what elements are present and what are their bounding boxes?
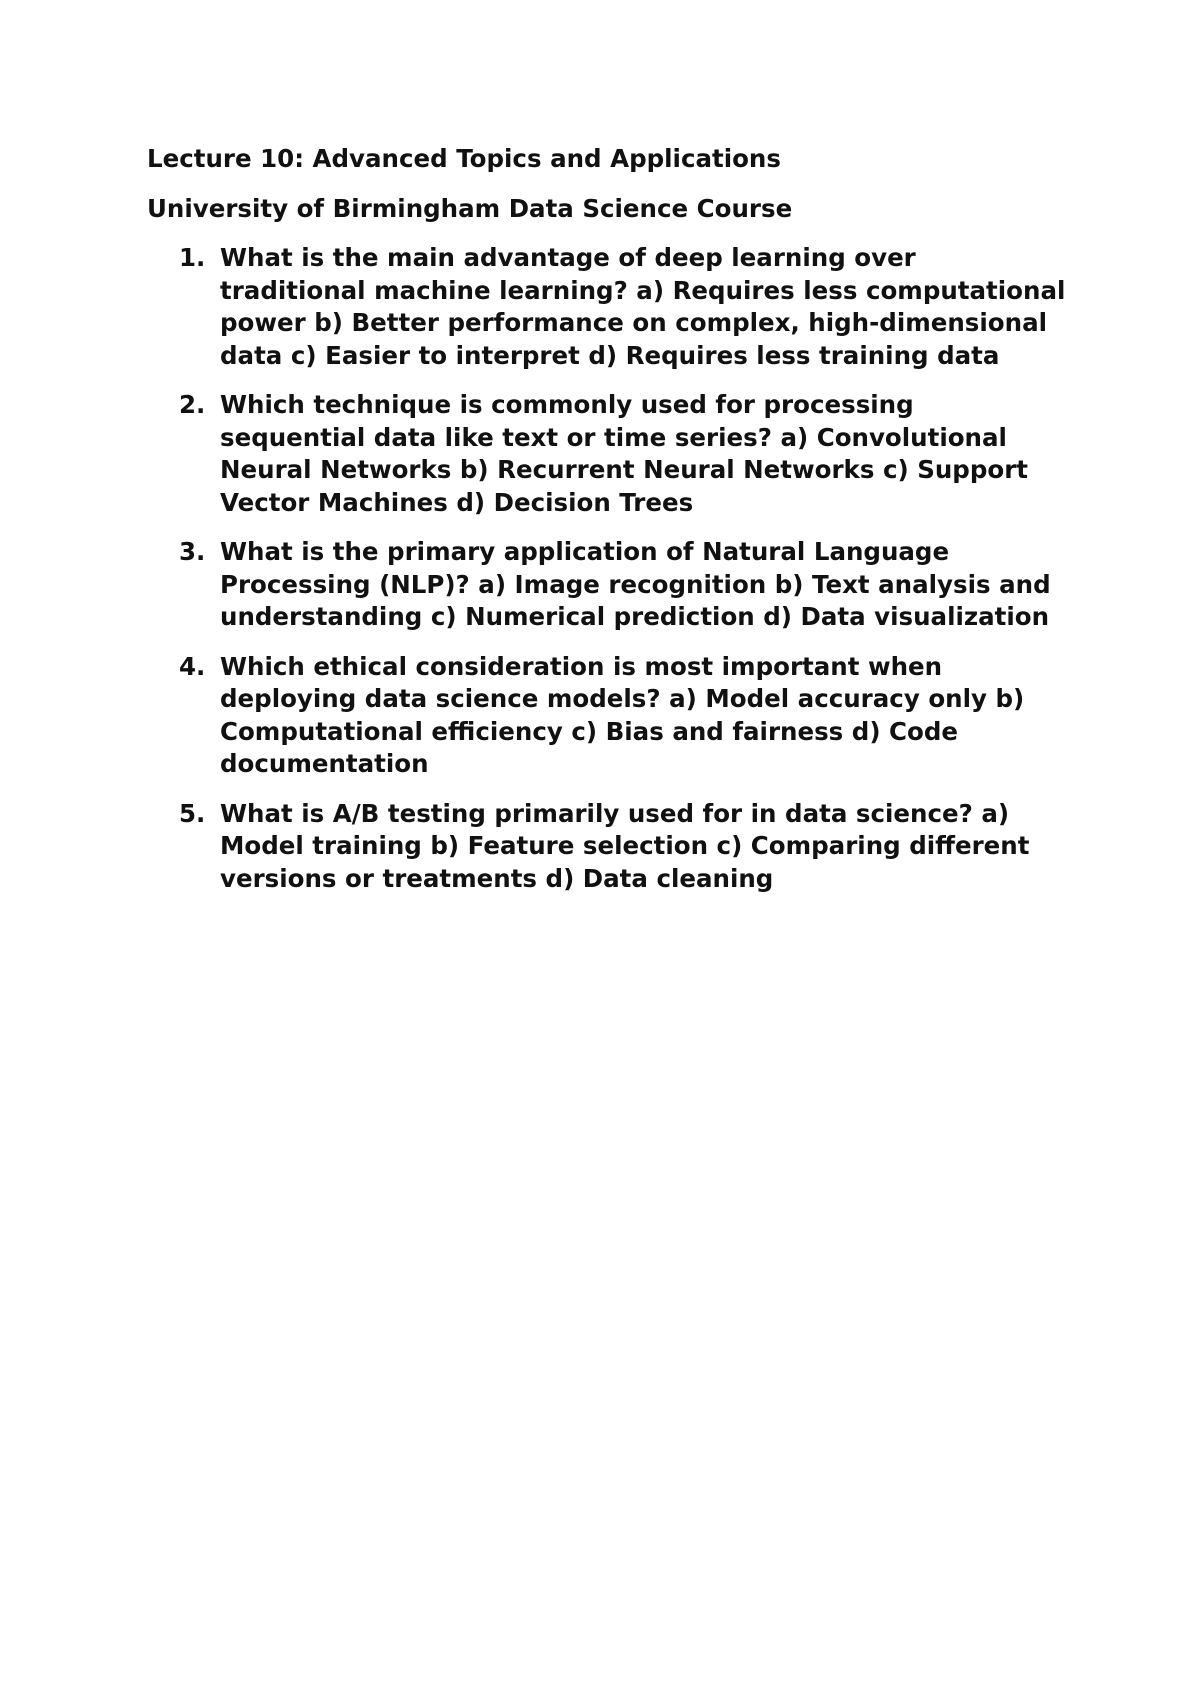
question-text: What is A/B testing primarily used for in data science? a) Model training b) Feature selection c) Comparing different versions or treatments d) Data cleaning [220,798,1030,893]
question-item-1 [147,242,1067,372]
question-number: 5. [179,798,206,828]
question-list [147,242,1067,895]
document-subtitle: University of Birmingham Data Science Course [147,193,793,223]
question-number: 1. [179,243,206,272]
question-text: What is the main advantage of deep learning over traditional machine learning? a) Requires less computational power b) Better performance on complex, high-dimensional data c) Easier to interpret d) Requires less training data [220,243,1066,370]
question-item-2 [147,389,1067,519]
question-item-5 [147,798,1067,896]
question-text: Which technique is commonly used for processing sequential data like text or time series? a) Convolutional Neural Networks b) Recurrent Neural Networks c) Support Vector Machines d) Decision Trees [220,390,1028,517]
question-number: 3. [179,537,206,566]
question-number: 2. [179,390,206,419]
question-item-3 [147,536,1067,634]
document-title: Lecture 10: Advanced Topics and Applications [147,144,781,173]
question-number: 4. [179,651,206,681]
question-item-4 [147,651,1067,781]
question-text: What is the primary application of Natural Language Processing (NLP)? a) Image recognition b) Text analysis and understanding c) Numerical prediction d) Data visualization [220,537,1051,631]
document-body [147,143,1067,912]
question-text: Which ethical consideration is most important when deploying data science models? a) Model accuracy only b) Computational efficiency c) Bias and fairness d) Code documentation [220,651,1025,778]
